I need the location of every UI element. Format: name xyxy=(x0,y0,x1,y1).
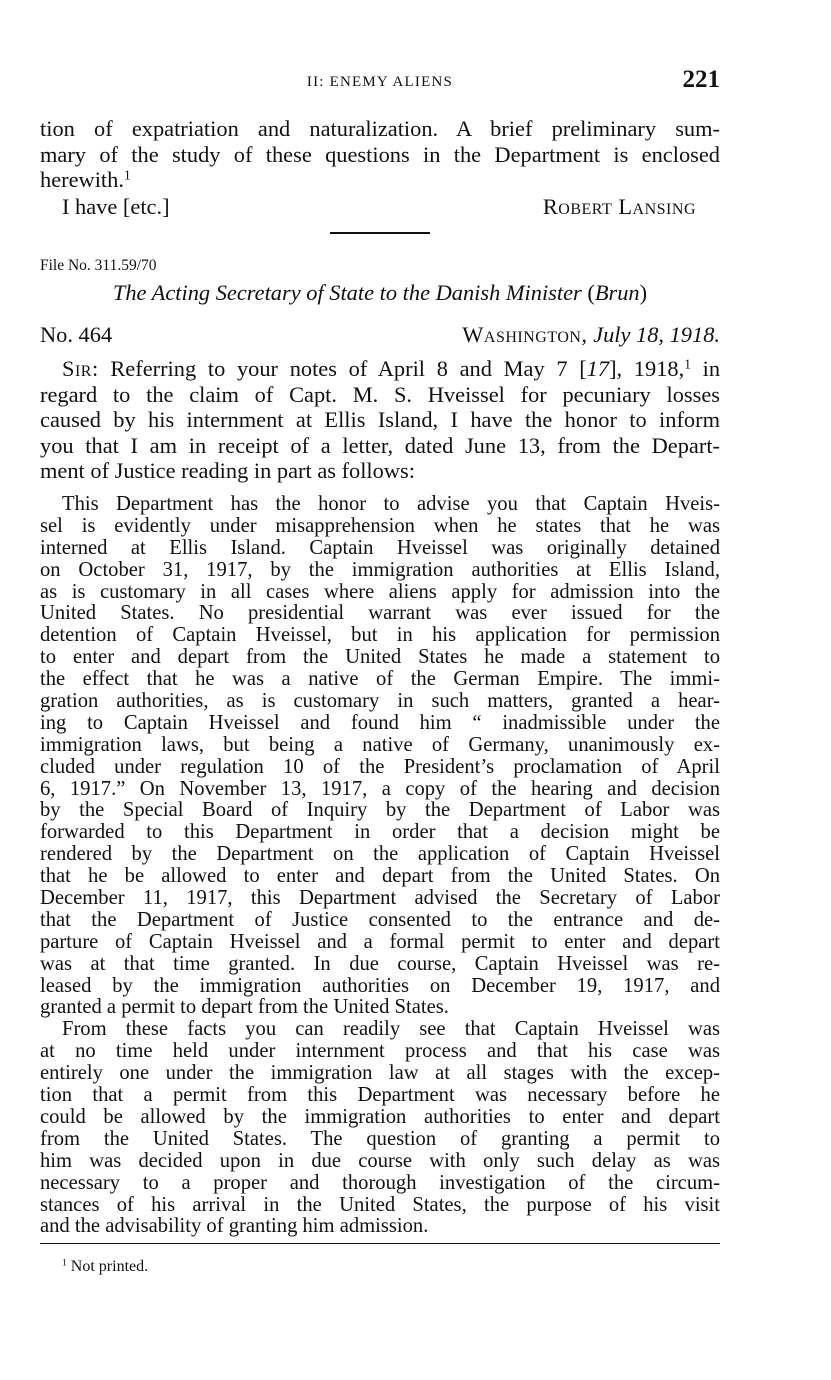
quote-line: from the United States. The question of granting a permit to xyxy=(40,1128,720,1150)
quote-line: at no time held under internment process and that his case was xyxy=(40,1041,720,1063)
intro-last-line xyxy=(40,167,720,193)
quote-line: on October 31, 1917, by the immigration authorities at Ellis Island, xyxy=(40,559,720,581)
closing-text: I have [etc.] xyxy=(62,194,170,219)
quote-line: that he be allowed to enter and depart from the United States. On xyxy=(40,866,720,888)
footnote-ref: 1 xyxy=(684,356,691,372)
letter-line: regard to the claim of Capt. M. S. Hveissel for pecuniary losses xyxy=(40,381,720,407)
letter-last-line: ment of Justice reading in part as follows: xyxy=(40,458,415,483)
quote-line: ing to Captain Hveissel and found him “ inadmissible under the xyxy=(40,712,720,734)
quote-line: forwarded to this Department in order that a decision might be xyxy=(40,822,720,844)
quoted-letter xyxy=(40,494,720,1238)
intro-last-text: herewith. xyxy=(40,167,124,192)
quote-line: him was decided upon in due course with only such delay as was xyxy=(40,1150,720,1172)
quote-line: necessary to a proper and thorough investigation of the circum- xyxy=(40,1172,720,1194)
quote-line: This Department has the honor to advise you that Captain Hveis- xyxy=(62,494,720,515)
quote-line: rendered by the Department on the application of Captain Hveissel xyxy=(40,844,720,866)
letter-heading-text: The Acting Secretary of State to the Danish Minister xyxy=(112,280,582,305)
letter-text: ], 1918, xyxy=(609,356,685,381)
quote-line: as is customary in all cases where aliens apply for admission into the xyxy=(40,581,720,603)
letter-first-line xyxy=(40,356,720,382)
intro-paragraph xyxy=(40,116,720,193)
page-number: 221 xyxy=(682,66,720,93)
quote-line: tion that a permit from this Department was necessary before he xyxy=(40,1085,720,1107)
quote-paragraph-end: granted a permit to depart from the United States. xyxy=(40,996,449,1019)
salutation: Sir: xyxy=(62,356,99,381)
quote-line: was at that time granted. In due course, Captain Hveissel was re- xyxy=(40,953,720,975)
heading-recipient: Brun xyxy=(594,280,640,305)
letter-number: No. 464 xyxy=(40,322,113,347)
letter-heading xyxy=(40,280,720,306)
section-divider xyxy=(330,232,430,234)
footnote-divider xyxy=(40,1243,720,1244)
signatory-name: Robert Lansing xyxy=(542,194,696,219)
heading-open-paren: ( xyxy=(581,280,595,305)
quote-line: leased by the immigration authorities on December 19, 1917, and xyxy=(40,975,720,997)
footnote-ref: 1 xyxy=(123,167,131,183)
quote-line: sel is evidently under misapprehension when he states that he was xyxy=(40,515,720,537)
quote-line: 6, 1917.” On November 13, 1917, a copy of the hearing and decision xyxy=(40,778,720,800)
quote-line: gration authorities, as is customary in such matters, granted a hear- xyxy=(40,691,720,713)
letter-meta xyxy=(40,322,720,348)
intro-line: tion of expatriation and naturalization. A brief preliminary sum- xyxy=(40,116,720,141)
footnote-marker: 1 xyxy=(62,1257,67,1269)
running-head xyxy=(40,66,720,100)
quote-line: United States. No presidential warrant was ever issued for the xyxy=(40,603,720,625)
letter-line: you that I am in receipt of a letter, dated June 13, from the Depart- xyxy=(40,432,720,458)
footnote xyxy=(62,1258,148,1276)
quote-line: stances of his arrival in the United States, the purpose of his visit xyxy=(40,1194,720,1216)
quote-line: that the Department of Justice consented to the entrance and de- xyxy=(40,909,720,931)
letter-date: July 18, 1918. xyxy=(593,322,720,347)
letter-dateline xyxy=(462,322,720,348)
quote-line: entirely one under the immigration law at all stages with the excep- xyxy=(40,1063,720,1085)
corrected-date: 17 xyxy=(586,356,610,381)
quote-line: immigration laws, but being a native of Germany, unanimously ex- xyxy=(40,734,720,756)
quote-line: interned at Ellis Island. Captain Hveissel was originally detained xyxy=(40,537,720,559)
quote-line: could be allowed by the immigration authorities to enter and depart xyxy=(40,1106,720,1128)
quote-line: detention of Captain Hveissel, but in his application for permission xyxy=(40,625,720,647)
letter-body xyxy=(40,356,720,484)
heading-close-paren: ) xyxy=(639,280,648,305)
quote-line: by the Special Board of Inquiry by the Department of Labor was xyxy=(40,800,720,822)
letter-line: caused by his internment at Ellis Island, I have the honor to inform xyxy=(40,407,720,432)
running-title: II: ENEMY ALIENS xyxy=(306,74,454,90)
letter-text: Referring to your notes of April 8 and May 7 [ xyxy=(98,356,587,381)
intro-line: mary of the study of these questions in the Department is enclosed xyxy=(40,141,720,167)
quote-line: the effect that he was a native of the German Empire. The immi- xyxy=(40,669,720,691)
letter-text: in xyxy=(690,356,720,381)
quote-line: parture of Captain Hveissel and a formal permit to enter and depart xyxy=(40,931,720,953)
footnote-text: Not printed. xyxy=(66,1258,149,1275)
letter-place: Washington, xyxy=(462,322,588,347)
quote-paragraph-end: and the advisability of granting him admission. xyxy=(40,1215,429,1238)
quote-line: to enter and depart from the United States he made a statement to xyxy=(40,647,720,669)
quote-line: December 11, 1917, this Department advised the Secretary of Labor xyxy=(40,888,720,910)
file-number: File No. 311.59/70 xyxy=(40,257,157,274)
quote-line: From these facts you can readily see that Captain Hveissel was xyxy=(62,1019,720,1041)
signature-row xyxy=(40,194,720,220)
quote-line: cluded under regulation 10 of the President’s proclamation of April xyxy=(40,756,720,778)
